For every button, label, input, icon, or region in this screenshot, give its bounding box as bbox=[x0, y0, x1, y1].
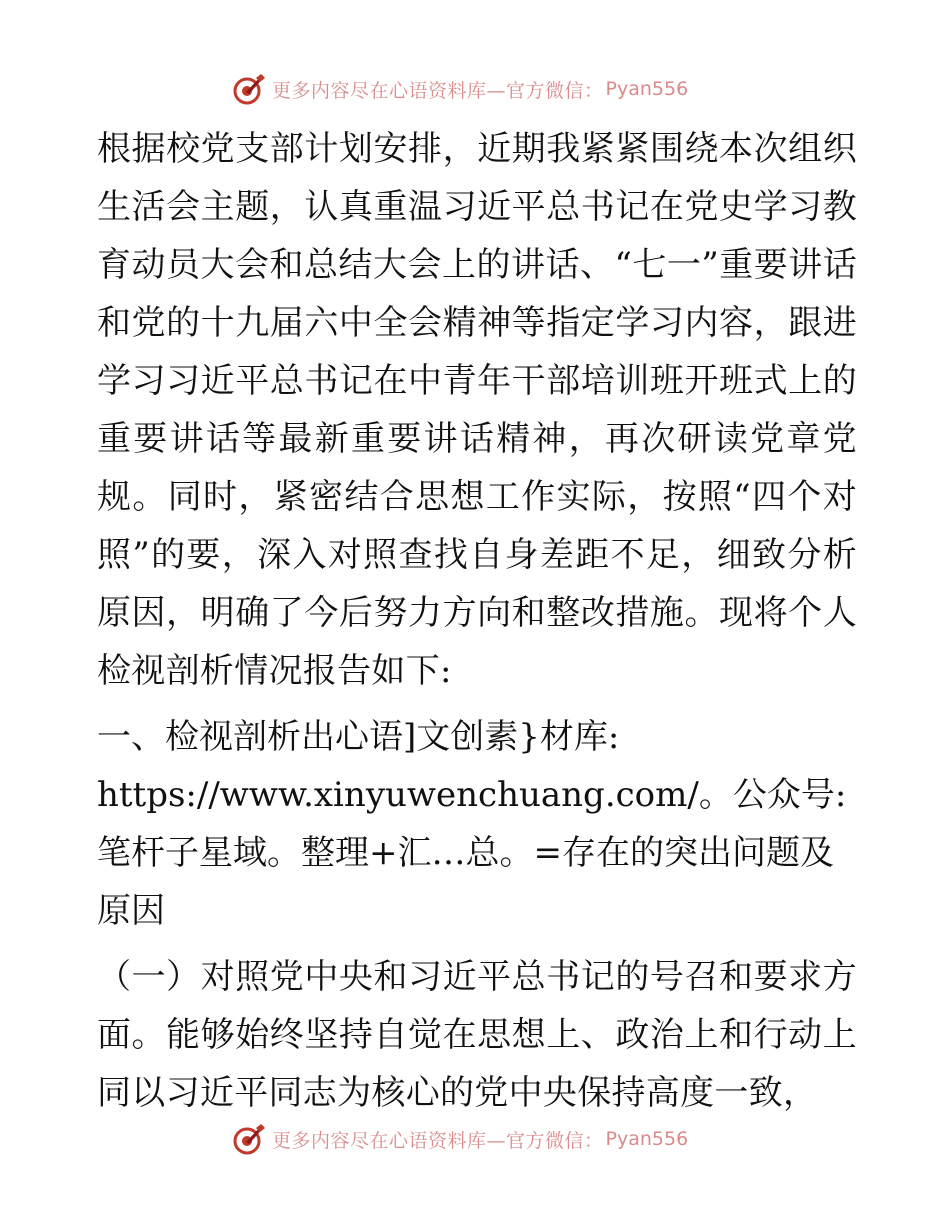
paragraph-section-heading: 一、检视剖析出心语]文创素}材库: https://www.xinyuwenchuang.com/。公众号: 笔杆子星域。整理+汇…总。=存在的突出问题及原因 bbox=[97, 717, 847, 931]
quill-circle-logo-icon bbox=[232, 1122, 266, 1156]
watermark-wechat-id: Pyan556 bbox=[605, 1128, 689, 1150]
watermark-text: 更多内容尽在心语资料库—官方微信： bbox=[272, 79, 604, 102]
paragraph-intro: 根据校党支部计划安排，近期我紧紧围绕本次组织生活会主题，认真重温习近平总书记在党史学习教育动员大会和总结大会上的讲话、“七一”重要讲话和党的十九届六中全会精神等指定学习内容，跟进学习习近平总书记在中青年干部培训班开班式上的重要讲话等最新重要讲话精神，再次研读党章党规。同时，紧密结合思想工作实际，按照“四个对照”的要，深入对照查找自身差距不足，细致分析原因，明确了今后努力方向和整改措施。现将个人检视剖析情况报告如下: bbox=[97, 129, 857, 691]
quill-circle-logo-icon bbox=[232, 72, 266, 106]
document-body bbox=[97, 120, 857, 1122]
watermark-text: 更多内容尽在心语资料库—官方微信： bbox=[272, 1129, 604, 1152]
paragraph-subsection-one: （一）对照党中央和习近平总书记的号召和要求方面。能够始终坚持自觉在思想上、政治上和行动上同以习近平同志为核心的党中央保持高度一致， bbox=[97, 957, 857, 1113]
header-watermark bbox=[232, 72, 688, 106]
footer-watermark bbox=[232, 1122, 688, 1156]
watermark-wechat-id: Pyan556 bbox=[605, 78, 689, 100]
